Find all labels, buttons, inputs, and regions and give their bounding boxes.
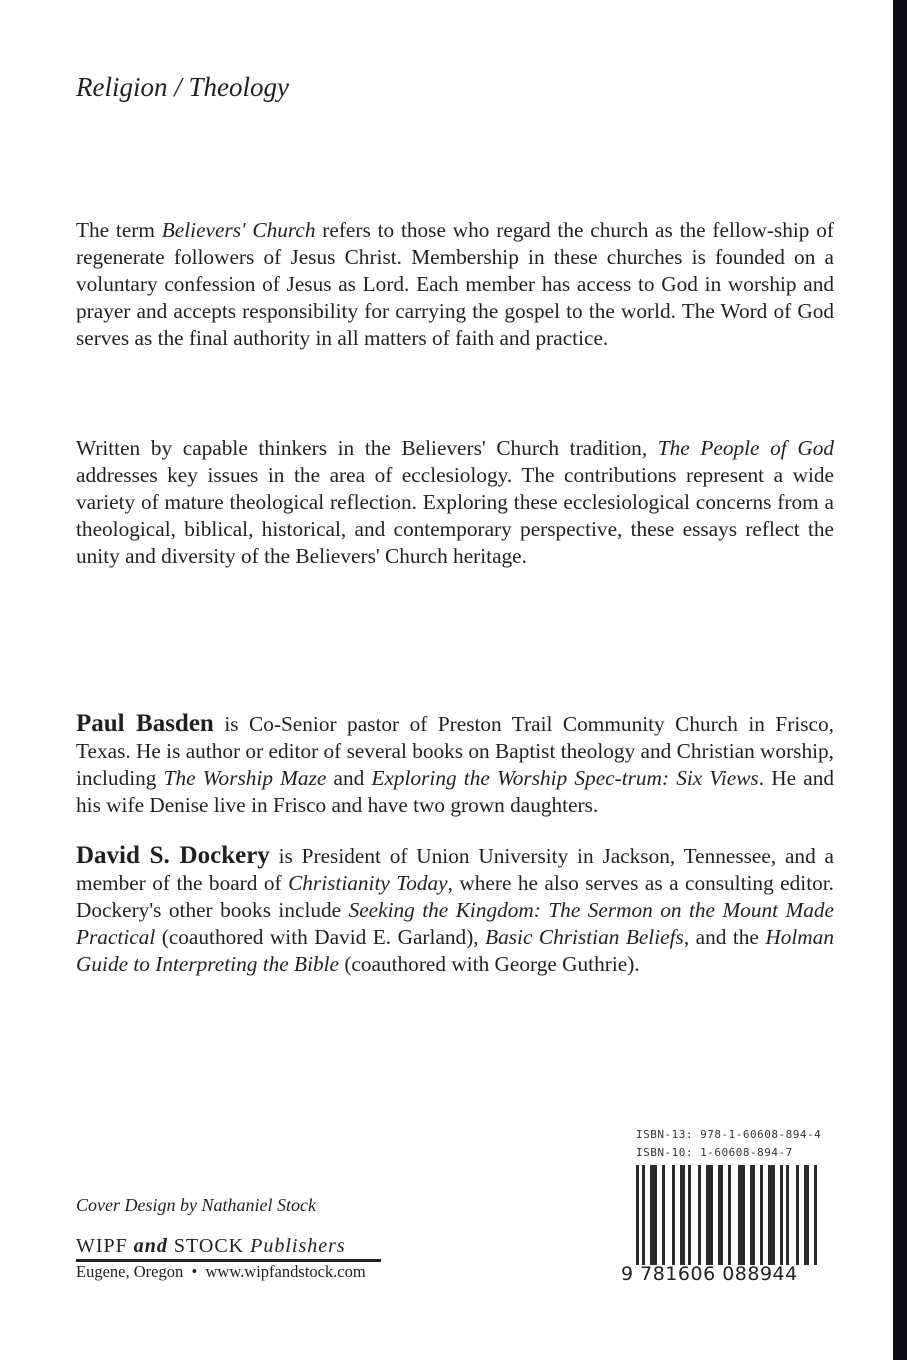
isbn13: ISBN-13: 978-1-60608-894-4 (636, 1128, 822, 1141)
barcode-bar (760, 1165, 763, 1265)
text: refers to those who regard the church as the fellow-ship of regenerate followers of Jesus Christ. Membership in these churches is founded on a voluntary confession of Jesus as Lord. Each member has access to God in worship and prayer and accepts responsibility for carrying the gospel to the world. The Word of God serves as the final authority in all matters of faith and practice. (76, 218, 834, 350)
barcode-bar (680, 1165, 685, 1265)
barcode-bar (804, 1165, 809, 1265)
book-title: Holman Guide to Interpreting the Bible (76, 925, 834, 976)
barcode-bar (718, 1165, 723, 1265)
barcode-bar (672, 1165, 675, 1265)
barcode-bar (636, 1165, 639, 1265)
book-title: The People of God (657, 436, 834, 460)
book-title: Exploring the Worship Spec-trum: Six Views (371, 766, 759, 790)
barcode-bar (814, 1165, 817, 1265)
barcode-bar (796, 1165, 799, 1265)
cover-design-credit: Cover Design by Nathaniel Stock (76, 1195, 316, 1215)
author-bio-dockery (76, 842, 834, 978)
barcode-bar (786, 1165, 789, 1265)
text: and (133, 1235, 168, 1257)
book-title: Basic Christian Beliefs (485, 925, 684, 949)
category-label: Religion / Theology (76, 72, 289, 102)
text: is President of Union University in Jackson, Tennessee, and a member of the board of (76, 844, 834, 895)
barcode (636, 1165, 822, 1275)
author-name: David S. Dockery (76, 842, 270, 869)
barcode-bar (662, 1165, 665, 1265)
book-title: Seeking the Kingdom: The Sermon on the Mount Made Practical (76, 898, 834, 949)
text: , where he also serves as a consulting editor. Dockery's other books include (76, 871, 835, 922)
text: (coauthored with George Guthrie). (339, 952, 640, 976)
barcode-bar (650, 1165, 657, 1265)
text: and (326, 766, 372, 790)
magazine-title: Christianity Today (288, 871, 448, 895)
author-bio-basden (76, 710, 834, 819)
barcode-bar (642, 1165, 645, 1265)
publisher-location: Eugene, Oregon • www.wipfandstock.com (76, 1262, 366, 1281)
text: Written by capable thinkers in the Believers' Church tradition, (76, 436, 658, 460)
text: STOCK (167, 1235, 251, 1257)
text: The term (76, 218, 162, 242)
barcode-bar (728, 1165, 731, 1265)
barcode-bar (768, 1165, 775, 1265)
description-paragraph-1 (76, 217, 834, 352)
isbn10: ISBN-10: 1-60608-894-7 (636, 1146, 793, 1159)
text: (coauthored with David E. Garland), (155, 925, 486, 949)
text-italic: Believers' Church (161, 218, 316, 242)
text: Publishers (250, 1235, 346, 1257)
barcode-bar (780, 1165, 783, 1265)
text: . He and his wife Denise live in Frisco and have two grown daughters. (76, 766, 834, 817)
description-paragraph-2 (76, 435, 834, 570)
author-name: Paul Basden (76, 710, 214, 737)
book-title: The Worship Maze (163, 766, 327, 790)
text: addresses key issues in the area of ecclesiology. The contributions represent a wide variety of mature theological reflection. Exploring these ecclesiological concerns from a theological, biblical, historical, and contemporary perspective, these essays reflect the unity and diversity of the Believers' Church heritage. (76, 463, 834, 568)
text: is Co-Senior pastor of Preston Trail Community Church in Frisco, Texas. He is author or editor of several books on Baptist theology and Christian worship, including (76, 712, 834, 790)
barcode-bar (688, 1165, 691, 1265)
barcode-bar (698, 1165, 701, 1265)
text: WIPF (76, 1235, 134, 1257)
barcode-digits: 9 781606 088944 (621, 1263, 798, 1285)
text: , and the (683, 925, 766, 949)
publisher-logo (76, 1235, 381, 1262)
barcode-bar (706, 1165, 713, 1265)
spine-edge (893, 0, 907, 1360)
barcode-bar (738, 1165, 745, 1265)
barcode-bar (750, 1165, 755, 1265)
